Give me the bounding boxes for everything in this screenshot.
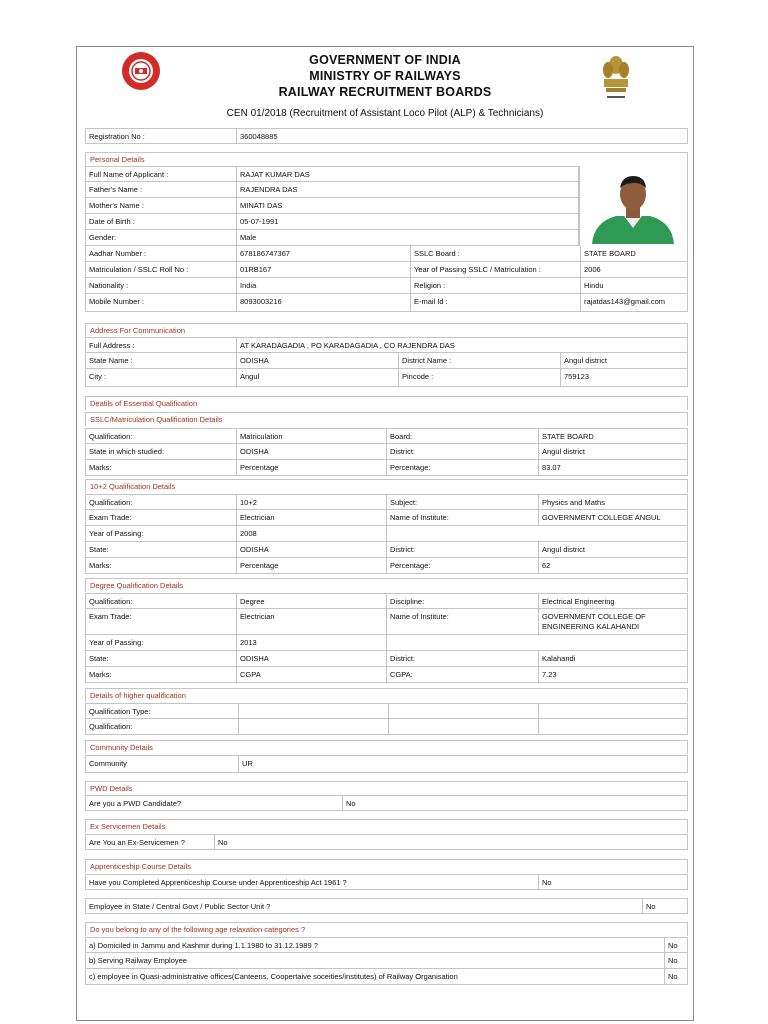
mobile-value: 8093003216 [236,294,410,311]
district-label: District Name : [398,353,560,368]
email-label: E-mail Id : [410,294,580,311]
degree-qualification-value: Degree [236,594,386,608]
degree-state-value: ODISHA [236,651,386,666]
header-line-3: RAILWAY RECRUITMENT BOARDS [278,85,492,99]
age-section-title: Do you belong to any of the following age relaxation categories ? [85,922,688,936]
sslc-board-value: STATE BOARD [580,246,689,261]
plus2-row-3 [85,526,688,542]
degree-qualification-label: Qualification: [89,597,133,606]
sslc-percentage-label: Percentage: [386,460,538,475]
nationality-value: India [236,278,410,293]
higher-empty-4 [538,719,689,734]
sslc-marks-value: Percentage [236,460,386,475]
plus2-percentage-value: 62 [538,558,689,573]
plus2-row-2 [85,510,688,526]
row-mobile [85,294,688,312]
pincode-label: Pincode : [398,369,560,386]
age-a-label: a) Domiciled in Jammu and Kashmir during 1.1.1980 to 31.12.1989 ? [89,941,318,950]
plus2-row-5 [85,558,688,574]
pwd-section-title: PWD Details [85,781,688,795]
community-value: UR [238,756,689,772]
state-value: ODISHA [236,353,398,368]
age-b-value: No [664,953,689,968]
row-full-address [85,337,688,353]
personal-section-title: Personal Details [85,152,688,166]
full-address-label: Full Address : [89,341,135,350]
header-line-2: MINISTRY OF RAILWAYS [309,69,461,83]
degree-yop-label: Year of Passing: [89,638,144,647]
address-section-title: Address For Communication [85,323,688,337]
row-nationality [85,278,688,294]
higher-empty-2 [538,704,689,718]
higher-type-value [238,704,388,718]
plus2-section-title: 10+2 Qualification Details [85,479,688,493]
row-full-name [85,166,579,182]
degree-row-4 [85,651,688,667]
sslc-district-label: District: [386,444,538,459]
gender-label: Gender: [89,233,117,242]
plus2-district-value: Angul district [538,542,689,557]
higher-row-1 [85,703,688,719]
degree-district-value: Kalahandi [538,651,689,666]
email-value: rajatdas143@gmail.com [580,294,689,311]
degree-trade-value: Electrician [236,609,386,634]
degree-institute-label: Name of Institute: [386,609,538,634]
plus2-trade-value: Electrician [236,510,386,525]
age-row-a [85,937,688,953]
plus2-state-label: State: [89,545,109,554]
applicant-photo [579,166,688,246]
plus2-institute-label: Name of Institute: [386,510,538,525]
sslc-board-label: SSLC Board : [410,246,580,261]
sslc-marks-label: Marks: [89,463,112,472]
sslc-qualification-label: Qualification: [89,432,133,441]
sslc-state-label: State in which studied: [89,447,165,456]
higher-empty-3 [388,719,538,734]
national-emblem-icon [597,53,635,105]
degree-trade-label: Exam Trade: [89,612,132,621]
row-gender [85,230,579,246]
degree-section-title: Degree Qualification Details [85,578,688,592]
plus2-qualification-label: Qualification: [89,498,133,507]
plus2-yop-label: Year of Passing: [89,529,144,538]
nationality-label: Nationality : [89,281,129,290]
degree-row-2 [85,609,688,635]
plus2-state-value: ODISHA [236,542,386,557]
plus2-percentage-label: Percentage: [386,558,538,573]
application-form [76,46,694,1021]
age-c-label: c) employee in Quasi-administrative offices(Canteens, Coopertaive soceities/institutes) of Railway Organisation [89,972,458,981]
degree-empty-cell [386,635,689,650]
form-header [77,47,693,107]
apprenticeship-value: No [538,875,689,889]
state-label: State Name : [89,356,133,365]
dob-label: Date of Birth : [89,217,135,226]
sslc-board-label2: Board: [386,429,538,443]
plus2-trade-label: Exam Trade: [89,513,132,522]
row-aadhar [85,246,688,262]
sslc-section-title: SSLC/Matriculation Qualification Details [85,412,688,426]
pwd-label: Are you a PWD Candidate? [89,799,182,808]
age-b-label: b) Serving Railway Employee [89,956,187,965]
father-value: RAJENDRA DAS [236,182,580,197]
degree-row-3 [85,635,688,651]
plus2-yop-value: 2008 [236,526,386,541]
degree-cgpa-value: 7.23 [538,667,689,682]
full-name-label: Full Name of Applicant : [89,170,169,179]
applicant-photo-icon [580,166,687,244]
plus2-subject-label: Subject: [386,495,538,509]
full-address-value: AT KARADAGADIA , PO KARADAGADIA , CO RAJENDRA DAS [236,338,689,352]
district-value: Angul district [560,353,689,368]
city-label: City : [89,372,107,381]
community-label: Community [89,759,127,768]
row-dob [85,214,579,230]
yop-label: Year of Passing SSLC / Matriculation : [410,262,580,277]
community-section-title: Community Details [85,740,688,754]
degree-yop-value: 2013 [236,635,386,650]
apprenticeship-label: Have you Completed Apprenticeship Course under Apprenticeship Act 1961 ? [89,878,347,887]
plus2-empty-cell [386,526,689,541]
pincode-value: 759123 [560,369,689,386]
higher-row-2 [85,719,688,735]
row-roll [85,262,688,278]
age-c-value: No [664,969,689,984]
plus2-marks-label: Marks: [89,561,112,570]
degree-district-label: District: [386,651,538,666]
plus2-subject-value: Physics and Maths [538,495,689,509]
sslc-board-value2: STATE BOARD [538,429,689,443]
mother-value: MINATI DAS [236,198,580,213]
mother-label: Mother's Name : [89,201,144,210]
age-a-value: No [664,938,689,952]
degree-marks-value: CGPA [236,667,386,682]
degree-discipline-value: Electrical Engineering [538,594,689,608]
qualification-section-title: Deatils of Essential Qualification [85,396,688,410]
registration-label: Registration No : [89,132,145,141]
exs-label: Are You an Ex-Servicemen ? [89,838,185,847]
degree-cgpa-label: CGPA: [386,667,538,682]
registration-value: 360048885 [236,129,689,143]
sslc-percentage-value: 83.07 [538,460,689,475]
form-subtitle: CEN 01/2018 (Recruitment of Assistant Loco Pilot (ALP) & Technicians) [226,108,544,119]
roll-label: Matriculation / SSLC Roll No : [89,265,189,274]
age-row-c [85,969,688,985]
plus2-row-1 [85,494,688,510]
gender-value: Male [236,230,580,245]
sslc-row-1 [85,428,688,444]
yop-value: 2006 [580,262,689,277]
dob-value: 05-07-1991 [236,214,580,229]
full-name-value: RAJAT KUMAR DAS [236,167,580,181]
higher-section-title: Details of higher qualification [85,688,688,702]
registration-row [85,128,688,144]
roll-value: 01RB167 [236,262,410,277]
community-row [85,755,688,773]
aadhar-value: 678186747367 [236,246,410,261]
mobile-label: Mobile Number : [89,297,145,306]
row-city [85,369,688,387]
father-label: Father's Name : [89,185,143,194]
row-father [85,182,579,198]
age-row-b [85,953,688,969]
plus2-institute-value: GOVERNMENT COLLEGE ANGUL [538,510,689,525]
degree-state-label: State: [89,654,109,663]
plus2-marks-value: Percentage [236,558,386,573]
plus2-qualification-value: 10+2 [236,495,386,509]
header-line-1: GOVERNMENT OF INDIA [309,53,461,67]
religion-value: Hindu [580,278,689,293]
sslc-row-3 [85,460,688,476]
exs-section-title: Ex Servicemen Details [85,819,688,833]
row-state [85,353,688,369]
apprenticeship-section-title: Apprenticeship Course Details [85,859,688,873]
degree-discipline-label: Discipline: [386,594,538,608]
religion-label: Religion : [410,278,580,293]
exs-value: No [214,835,689,849]
pwd-row [85,795,688,811]
apprenticeship-row [85,874,688,890]
plus2-district-label: District: [386,542,538,557]
higher-qualification-value [238,719,388,734]
degree-institute-value: GOVERNMENT COLLEGE OF ENGINEERING KALAHANDI [538,609,689,634]
employee-value: No [642,899,689,913]
degree-row-5 [85,667,688,683]
degree-row-1 [85,593,688,609]
higher-qualification-label: Qualification: [89,722,133,731]
degree-marks-label: Marks: [89,670,112,679]
sslc-row-2 [85,444,688,460]
sslc-qualification-value: Matriculation [236,429,386,443]
higher-empty-1 [388,704,538,718]
higher-type-label: Qualification Type: [89,707,151,716]
employee-label: Employee in State / Central Govt / Public Sector Unit ? [89,902,271,911]
employee-row [85,898,688,914]
plus2-row-4 [85,542,688,558]
pwd-value: No [342,796,689,810]
sslc-state-value: ODISHA [236,444,386,459]
sslc-district-value: Angul district [538,444,689,459]
aadhar-label: Aadhar Number : [89,249,147,258]
exs-row [85,834,688,850]
row-mother [85,198,579,214]
city-value: Angul [236,369,398,386]
